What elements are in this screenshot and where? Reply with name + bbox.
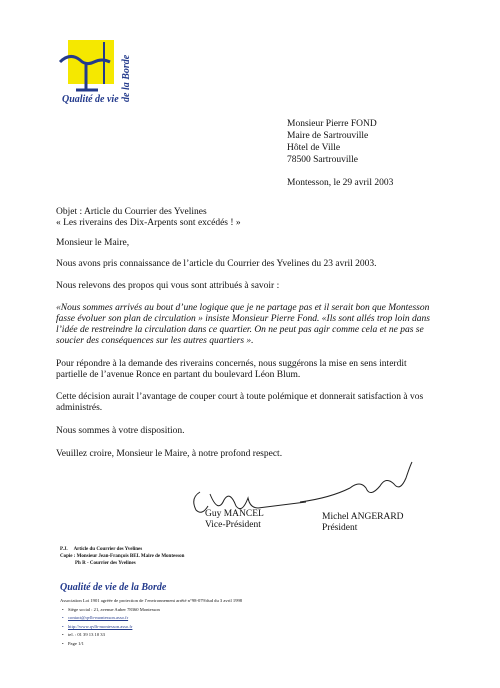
paragraph-closing: Veuillez croire, Monsieur le Maire, à notre profond respect. xyxy=(56,449,283,459)
signatory-president xyxy=(322,512,404,534)
signature-angerard xyxy=(290,458,420,514)
signatory-title: Vice-Président xyxy=(205,520,261,530)
footer-email-link[interactable]: • contact@qvlb-montesson.asso.fr xyxy=(60,614,242,623)
footer-page-number: • Page 1/1 xyxy=(60,640,242,649)
signatory-vice-president xyxy=(205,509,264,531)
attachment-line: Ph R - Courrier des Yvelines xyxy=(60,561,136,566)
salutation: Monsieur le Maire, xyxy=(56,238,130,248)
recipient-line: Monsieur Pierre FOND xyxy=(287,119,377,129)
signatory-title: Président xyxy=(322,523,358,533)
logo-side-text xyxy=(118,44,132,102)
footer-address: • Siège social : 21, avenue Auber 78360 Montesson xyxy=(60,606,242,615)
paragraph-quote: «Nous sommes arrivés au bout d’une logique que je ne partage pas et il serait bon que Montesson fasse évoluer son plan de circulation » insiste Monsieur Pierre Fond. «Ils sont allés trop loin dans l’idée de restreindre la circulation dans ce quartier. On ne peut pas agir comme cela et ne pas se soucier des conséquences sur les autres quartiers ». xyxy=(56,303,430,346)
footer-association: Association Loi 1901 agréée de protection de l’environnement arrêté n°98-079/dud du 3 avril 1998 xyxy=(60,598,243,603)
paragraph-1: Nous avons pris connaissance de l’article du Courrier des Yvelines du 23 avril 2003. xyxy=(56,259,377,269)
paragraph-6: Nous sommes à votre disposition. xyxy=(56,426,185,436)
logo-name: Qualité de vie xyxy=(62,94,119,105)
object-line: « Les riverains des Dix-Arpents sont excédés ! » xyxy=(56,218,241,228)
footer-title: Qualité de vie de la Borde xyxy=(60,582,167,593)
paragraph-2: Nous relevons des propos qui vous sont attribués à savoir : xyxy=(56,281,280,291)
attachment-line: P.J. Article du Courrier des Yvelines xyxy=(60,547,143,552)
letter-object xyxy=(56,207,241,229)
recipient-line: Maire de Sartrouville xyxy=(287,131,369,141)
footer-info xyxy=(60,597,242,648)
letter-date: Montesson, le 29 avril 2003 xyxy=(287,178,394,188)
svg-text:de la Borde: de la Borde xyxy=(121,54,132,102)
signatory-name: Guy MANCEL xyxy=(205,509,264,519)
signatory-name: Michel ANGERARD xyxy=(322,512,404,522)
attachments xyxy=(60,546,184,567)
recipient-line: 78500 Sartrouville xyxy=(287,155,358,165)
paragraph-4: Pour répondre à la demande des riverains concernés, nous suggérons la mise en sens interdit partielle de l’avenue Ronce en partant du boulevard Léon Blum. xyxy=(56,359,407,380)
attachment-line: Copie : Monsieur Jean-François BEL Maire de Montesson xyxy=(60,554,185,559)
recipient-address xyxy=(287,118,377,166)
paragraph-5: Cette décision aurait l’avantage de couper court à toute polémique et donnerait satisfaction à vos administrés. xyxy=(56,392,424,413)
object-line: Objet : Article du Courrier des Yvelines xyxy=(56,207,207,217)
recipient-line: Hôtel de Ville xyxy=(287,143,341,153)
footer-phone: • tel. : 01 39 13 10 33 xyxy=(60,631,242,640)
footer-website-link[interactable]: • http://www.qvlb-montesson.asso.fr xyxy=(60,623,242,632)
